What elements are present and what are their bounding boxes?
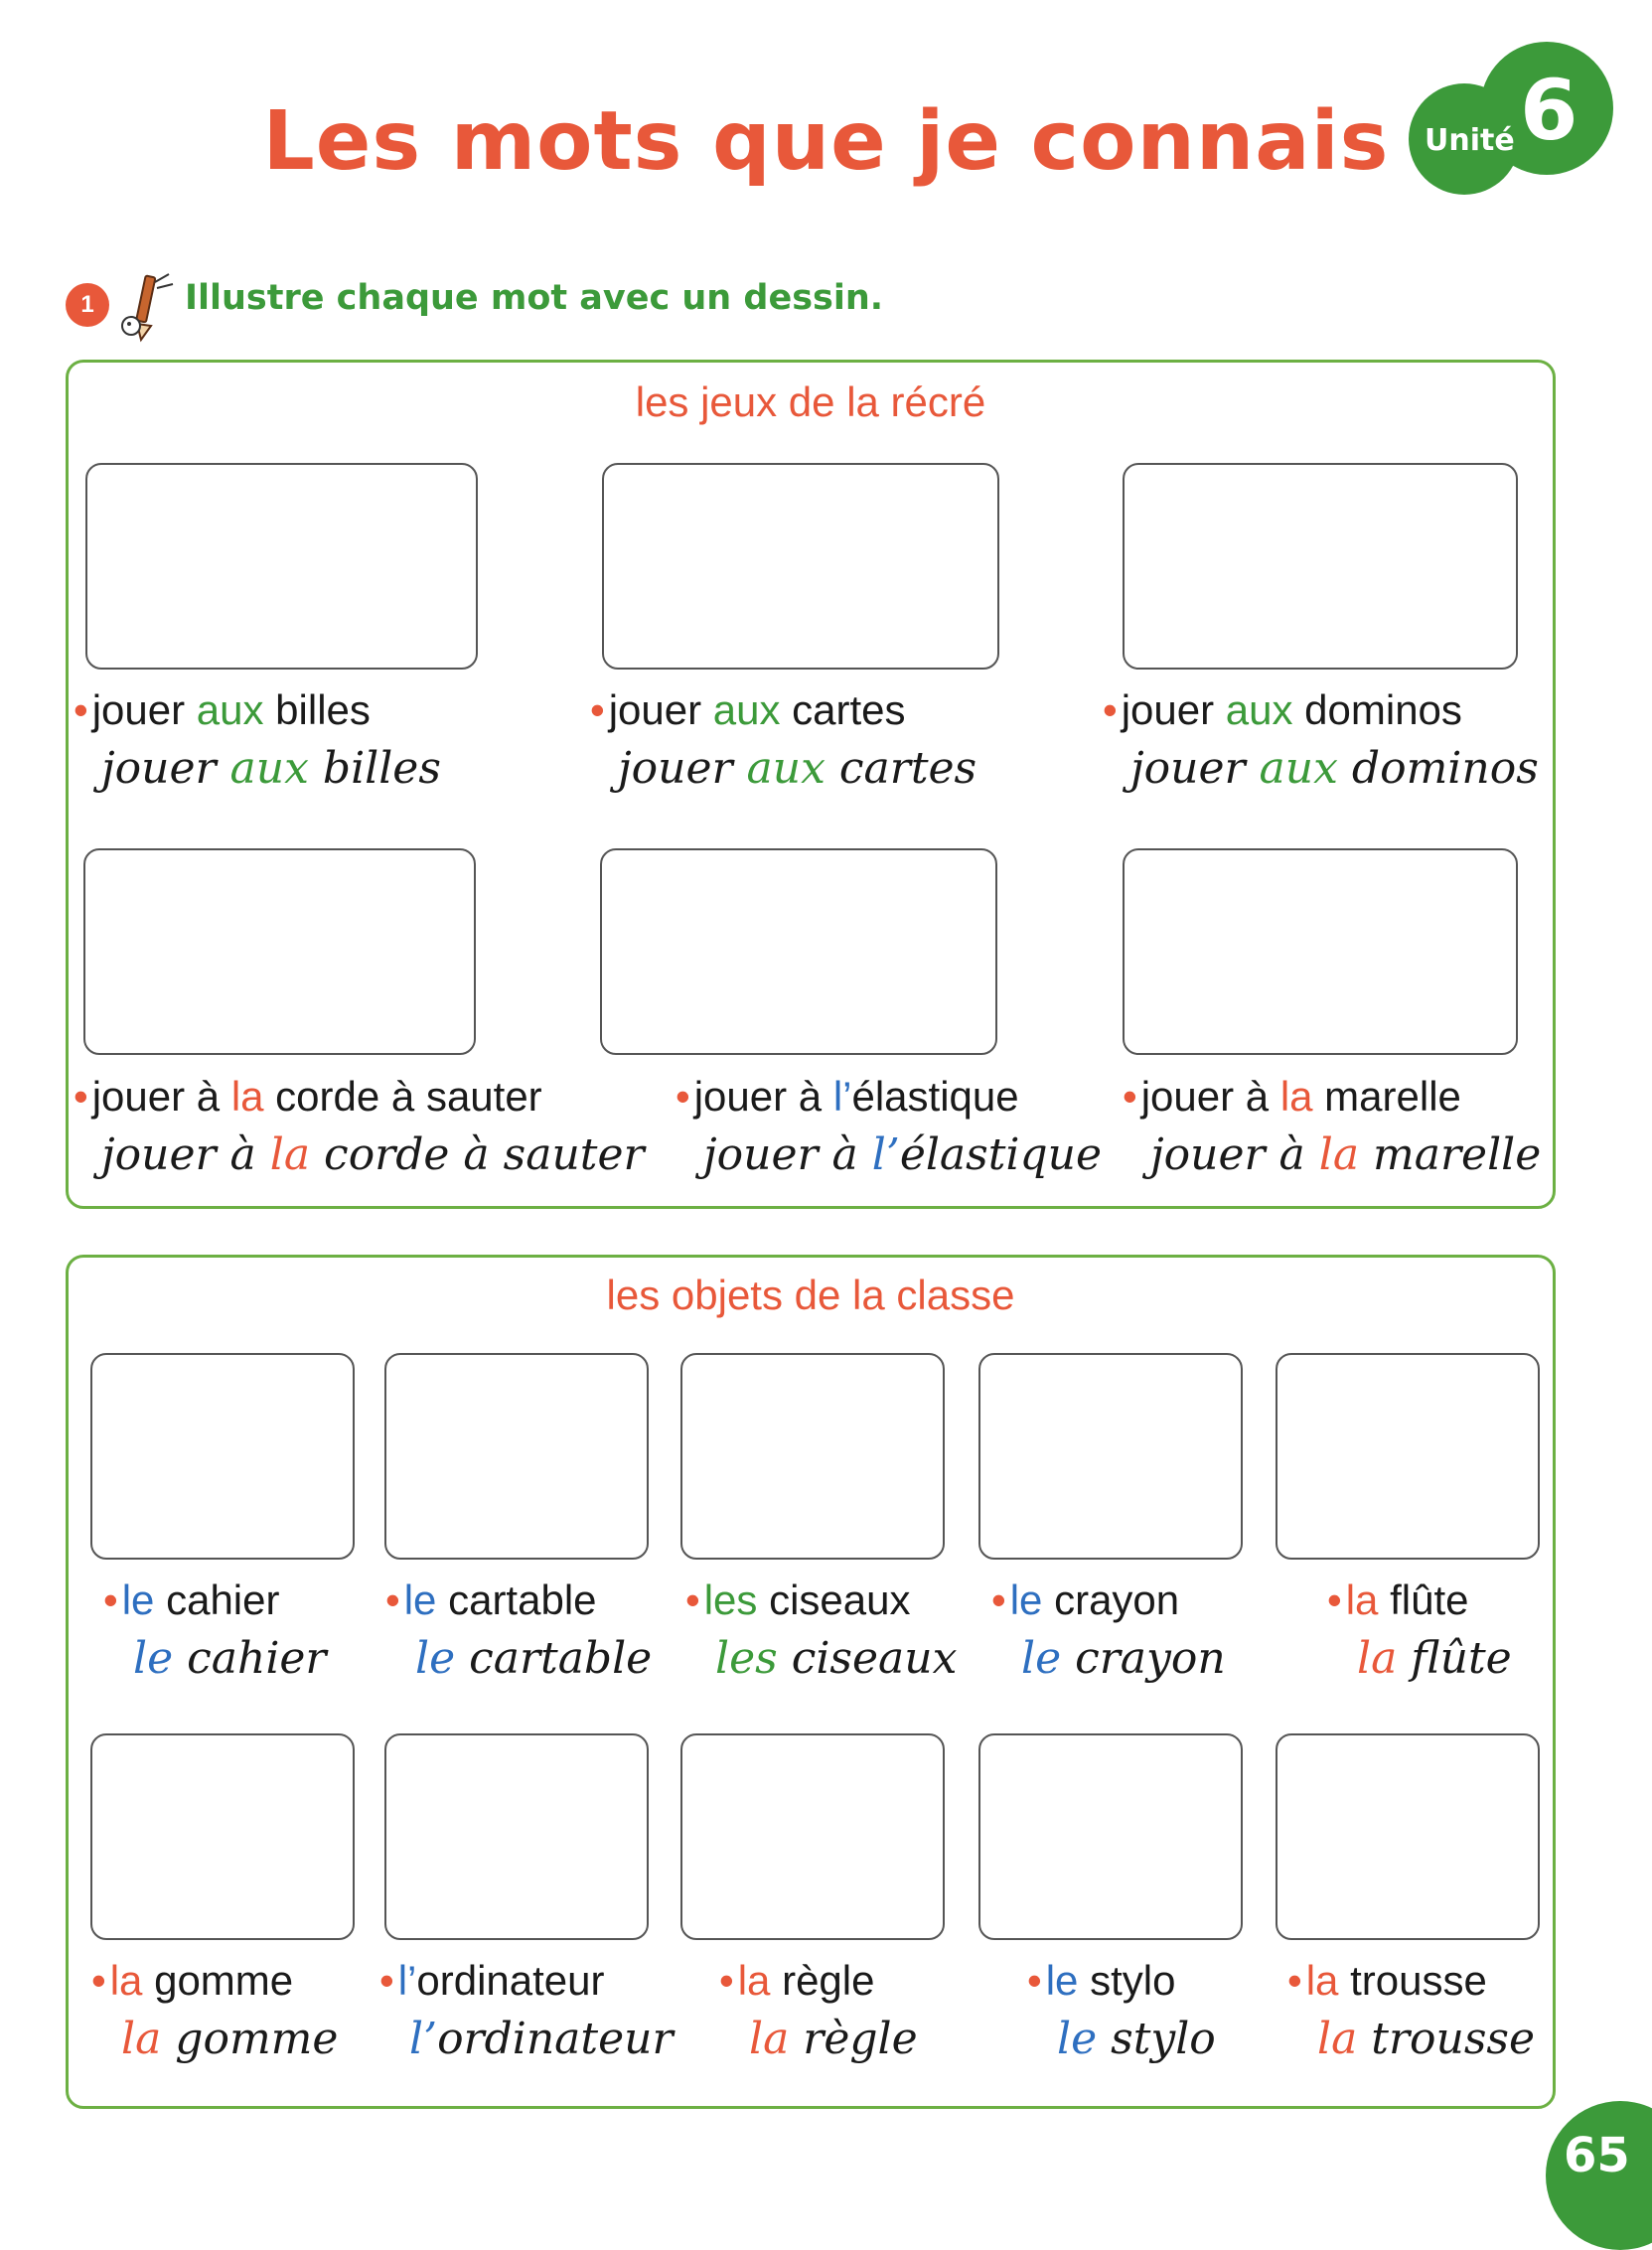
class-object-label (991, 1576, 1180, 1623)
pencil-icon (111, 268, 183, 344)
page-title: Les mots que je connais (262, 94, 1390, 189)
game-cursive-noun: dominos (1337, 743, 1539, 794)
game-cursive (618, 743, 977, 794)
game-article: aux (1225, 686, 1293, 733)
game-cursive (101, 743, 441, 794)
bullet: • (590, 686, 605, 733)
class-object-cursive-article: le (415, 1633, 456, 1684)
game-cursive-verb: jouer (1130, 743, 1260, 794)
class-object-article: le (1009, 1576, 1043, 1623)
game-verb: jouer à (693, 1073, 833, 1120)
page-number: 65 (1564, 2128, 1630, 2183)
class-object-article: la (737, 1957, 771, 2004)
unit-label: Unité (1425, 123, 1515, 158)
game-cursive-article: aux (229, 743, 309, 794)
bullet: • (1103, 686, 1118, 733)
class-object-noun: crayon (1042, 1576, 1180, 1623)
class-object-label (685, 1576, 911, 1623)
class-object-article: les (703, 1576, 758, 1623)
game-cursive-verb: jouer à (703, 1129, 872, 1180)
class-object-label (1287, 1957, 1487, 2004)
drawing-box[interactable] (384, 1733, 649, 1940)
instruction-text: Illustre chaque mot avec un dessin. (185, 278, 884, 318)
drawing-box[interactable] (680, 1733, 945, 1940)
bullet: • (1123, 1073, 1137, 1120)
class-object-article: le (403, 1576, 437, 1623)
class-object-label (379, 1957, 605, 2004)
bullet: • (91, 1957, 106, 2004)
class-object-cursive (121, 2014, 339, 2064)
class-object-cursive (415, 1633, 653, 1684)
bullet: • (103, 1576, 118, 1623)
class-object-cursive (133, 1633, 327, 1684)
class-object-label (103, 1576, 280, 1623)
game-verb: jouer (1121, 686, 1226, 733)
class-object-noun: flûte (1378, 1576, 1469, 1623)
game-verb: jouer à (1140, 1073, 1280, 1120)
game-label (74, 1073, 542, 1120)
game-noun: élastique (851, 1073, 1019, 1120)
class-object-cursive (715, 1633, 958, 1684)
class-object-noun: ordinateur (416, 1957, 605, 2004)
game-cursive-verb: jouer (101, 743, 230, 794)
game-noun: dominos (1292, 686, 1462, 733)
class-object-article: le (121, 1576, 155, 1623)
unit-badge (1409, 42, 1613, 179)
drawing-box[interactable] (85, 463, 478, 670)
class-object-noun: ciseaux (757, 1576, 911, 1623)
class-object-cursive (749, 2014, 918, 2064)
drawing-box[interactable] (680, 1353, 945, 1560)
class-object-cursive-article: la (121, 2014, 162, 2064)
class-object-cursive-noun: ciseaux (777, 1633, 958, 1684)
game-label (1123, 1073, 1461, 1120)
game-noun: corde à sauter (263, 1073, 542, 1120)
game-verb: jouer (608, 686, 713, 733)
class-object-cursive (409, 2014, 674, 2064)
class-object-cursive-noun: trousse (1357, 2014, 1536, 2064)
bullet: • (1287, 1957, 1302, 2004)
game-cursive-article: aux (1259, 743, 1338, 794)
game-label (590, 686, 906, 733)
class-object-cursive-article: les (715, 1633, 778, 1684)
class-object-cursive-article: la (749, 2014, 790, 2064)
game-cursive-article: la (1318, 1129, 1360, 1180)
class-object-cursive-noun: ordinateur (437, 2014, 674, 2064)
game-article: aux (196, 686, 264, 733)
game-article: la (230, 1073, 264, 1120)
class-object-label (1027, 1957, 1176, 2004)
bullet: • (385, 1576, 400, 1623)
drawing-box[interactable] (384, 1353, 649, 1560)
game-verb: jouer (91, 686, 197, 733)
bullet: • (685, 1576, 700, 1623)
class-object-noun: gomme (142, 1957, 294, 2004)
unit-number: 6 (1520, 62, 1578, 159)
drawing-box[interactable] (83, 848, 476, 1055)
game-verb: jouer à (91, 1073, 231, 1120)
game-label (74, 686, 371, 733)
drawing-box[interactable] (1276, 1353, 1540, 1560)
drawing-box[interactable] (978, 1733, 1243, 1940)
class-object-cursive-article: la (1317, 2014, 1358, 2064)
class-object-noun: cartable (436, 1576, 597, 1623)
class-object-cursive-article: l’ (409, 2014, 438, 2064)
bullet: • (1027, 1957, 1042, 2004)
class-object-cursive (1317, 2014, 1536, 2064)
class-object-noun: stylo (1078, 1957, 1176, 2004)
class-object-label (385, 1576, 597, 1623)
drawing-box[interactable] (600, 848, 997, 1055)
class-object-noun: cahier (154, 1576, 280, 1623)
class-object-cursive-noun: cartable (455, 1633, 653, 1684)
class-object-cursive-noun: stylo (1097, 2014, 1216, 2064)
drawing-box[interactable] (90, 1353, 355, 1560)
bullet: • (74, 686, 88, 733)
class-object-cursive-noun: règle (789, 2014, 918, 2064)
game-cursive (1130, 743, 1539, 794)
class-object-cursive-noun: cahier (173, 1633, 327, 1684)
bullet: • (719, 1957, 734, 2004)
game-cursive-noun: élastique (899, 1129, 1103, 1180)
drawing-box[interactable] (602, 463, 999, 670)
game-article: aux (712, 686, 781, 733)
game-cursive-article: l’ (871, 1129, 900, 1180)
class-object-cursive-article: le (1021, 1633, 1062, 1684)
class-object-article: la (109, 1957, 143, 2004)
game-label (1103, 686, 1462, 733)
bullet: • (676, 1073, 690, 1120)
drawing-box[interactable] (1123, 848, 1518, 1055)
game-label (676, 1073, 1019, 1120)
game-cursive (1150, 1129, 1542, 1180)
class-object-label (1327, 1576, 1469, 1623)
game-article: la (1279, 1073, 1313, 1120)
class-object-label (719, 1957, 875, 2004)
class-object-noun: trousse (1338, 1957, 1487, 2004)
class-object-article: la (1345, 1576, 1379, 1623)
bullet: • (1327, 1576, 1342, 1623)
drawing-box[interactable] (1123, 463, 1518, 670)
game-cursive (703, 1129, 1103, 1180)
game-cursive-noun: billes (308, 743, 441, 794)
class-object-article: la (1305, 1957, 1339, 2004)
class-object-noun: règle (770, 1957, 875, 2004)
bullet: • (74, 1073, 88, 1120)
class-object-article: le (1045, 1957, 1079, 2004)
game-noun: billes (263, 686, 371, 733)
class-object-article: l’ (397, 1957, 417, 2004)
game-article: l’ (832, 1073, 852, 1120)
game-noun: marelle (1312, 1073, 1461, 1120)
game-cursive-verb: jouer (618, 743, 747, 794)
class-object-cursive (1021, 1633, 1226, 1684)
drawing-box[interactable] (1276, 1733, 1540, 1940)
class-object-cursive-noun: gomme (161, 2014, 339, 2064)
games-panel-title: les jeux de la récré (635, 378, 986, 425)
game-cursive (101, 1129, 645, 1180)
game-cursive-article: aux (746, 743, 826, 794)
class-object-cursive-article: la (1357, 1633, 1398, 1684)
game-cursive-verb: jouer à (101, 1129, 270, 1180)
game-cursive-noun: cartes (825, 743, 977, 794)
drawing-box[interactable] (90, 1733, 355, 1940)
class-object-cursive-noun: flûte (1397, 1633, 1512, 1684)
class-object-cursive-noun: crayon (1061, 1633, 1226, 1684)
class-object-cursive-article: le (1057, 2014, 1098, 2064)
class-object-cursive (1057, 2014, 1216, 2064)
game-cursive-noun: corde à sauter (310, 1129, 645, 1180)
class-object-label (91, 1957, 294, 2004)
bullet: • (991, 1576, 1006, 1623)
game-noun: cartes (780, 686, 906, 733)
class-object-cursive (1357, 1633, 1512, 1684)
class-object-cursive-article: le (133, 1633, 174, 1684)
exercise-number: 1 (66, 283, 109, 327)
class-panel-title: les objets de la classe (606, 1272, 1015, 1318)
drawing-box[interactable] (978, 1353, 1243, 1560)
game-cursive-noun: marelle (1359, 1129, 1542, 1180)
game-cursive-article: la (269, 1129, 311, 1180)
bullet: • (379, 1957, 394, 2004)
game-cursive-verb: jouer à (1150, 1129, 1319, 1180)
